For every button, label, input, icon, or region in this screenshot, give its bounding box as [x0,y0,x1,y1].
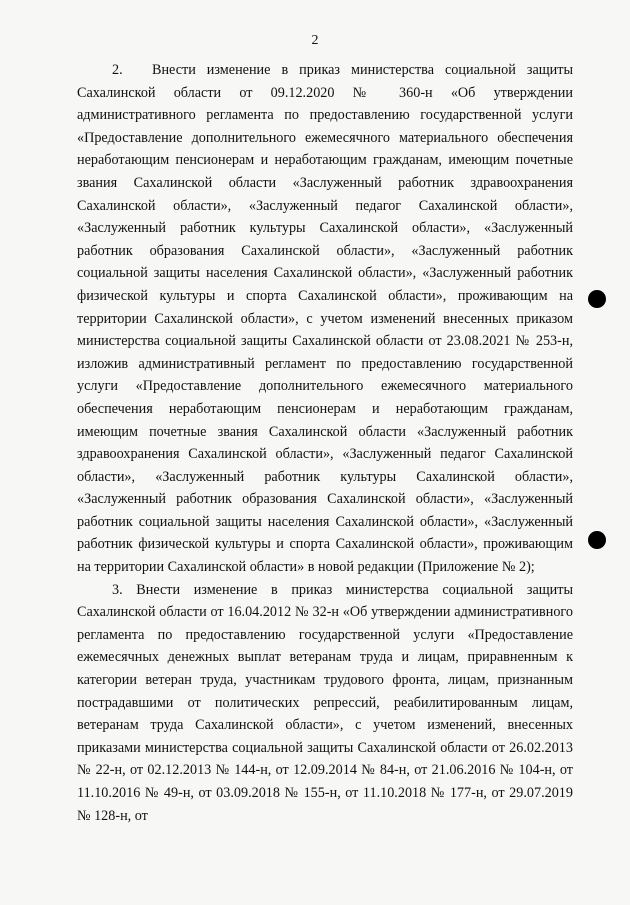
paragraph-text: Внести изменение в приказ министерства социальной защиты Сахалинской области от 09.12.2020 № 360-н «Об утверждении административного регламента по предоставлению государственной услуги «Предоставление дополнительного ежемесячного материального обеспечения неработающим пенсионерам и неработающим гражданам, имеющим почетные звания Сахалинской области «Заслуженный работник здравоохранения Сахалинской области», «Заслуженный педагог Сахалинской области», «Заслуженный работник культуры Сахалинской области», «Заслуженный работник образования Сахалинской области», «Заслуженный работник социальной защиты населения Сахалинской области», «Заслуженный работник физической культуры и спорта Сахалинской области», проживающим на территории Сахалинской области», с учетом изменений внесенных приказом министерства социальной защиты Сахалинской области от 23.08.2021 № 253-н, изложив административный регламент по предоставлению государственной услуги «Предоставление дополнительного ежемесячного материального обеспечения неработающим пенсионерам и неработающим гражданам, имеющим почетные звания Сахалинской области «Заслуженный работник здравоохранения Сахалинской области», «Заслуженный педагог Сахалинской области», «Заслуженный работник культуры Сахалинской области», «Заслуженный работник образования Сахалинской области», «Заслуженный работник социальной защиты населения Сахалинской области», «Заслуженный работник физической культуры и спорта Сахалинской области», проживающим на территории Сахалинской области» в новой редакции (Приложение № 2); [77,62,573,576]
document-body [77,59,573,827]
paragraph-number: 3. [112,581,123,598]
paragraph-number: 2. [112,62,123,78]
binder-hole-icon [588,290,606,308]
paragraph-text: Внести изменение в приказ министерства социальной защиты Сахалинской области от 16.04.2012 № 32-н «Об утверждении административного регламента по предоставлению государственной услуги «Предоставление ежемесячных денежных выплат ветеранам труда и лицам, приравненным к категории ветеран труда, участникам трудового фронта, лицам, признанным пострадавшими от политических репрессий, реабилитированным лицам, ветеранам труда Сахалинской области», с учетом изменений, внесенных приказами министерства социальной защиты Сахалинской области от 26.02.2013 № 22-н, от 02.12.2013 № 144-н, от 12.09.2014 № 84-н, от 21.06.2016 № 104-н, от 11.10.2016 № 49-н, от 03.09.2018 № 155-н, от 11.10.2018 № 177-н, от 29.07.2019 № 128-н, от [77,581,573,824]
paragraph-2 [77,59,573,579]
binder-hole-icon [588,531,606,549]
page-number: 2 [311,33,319,48]
paragraph-3 [77,579,573,828]
